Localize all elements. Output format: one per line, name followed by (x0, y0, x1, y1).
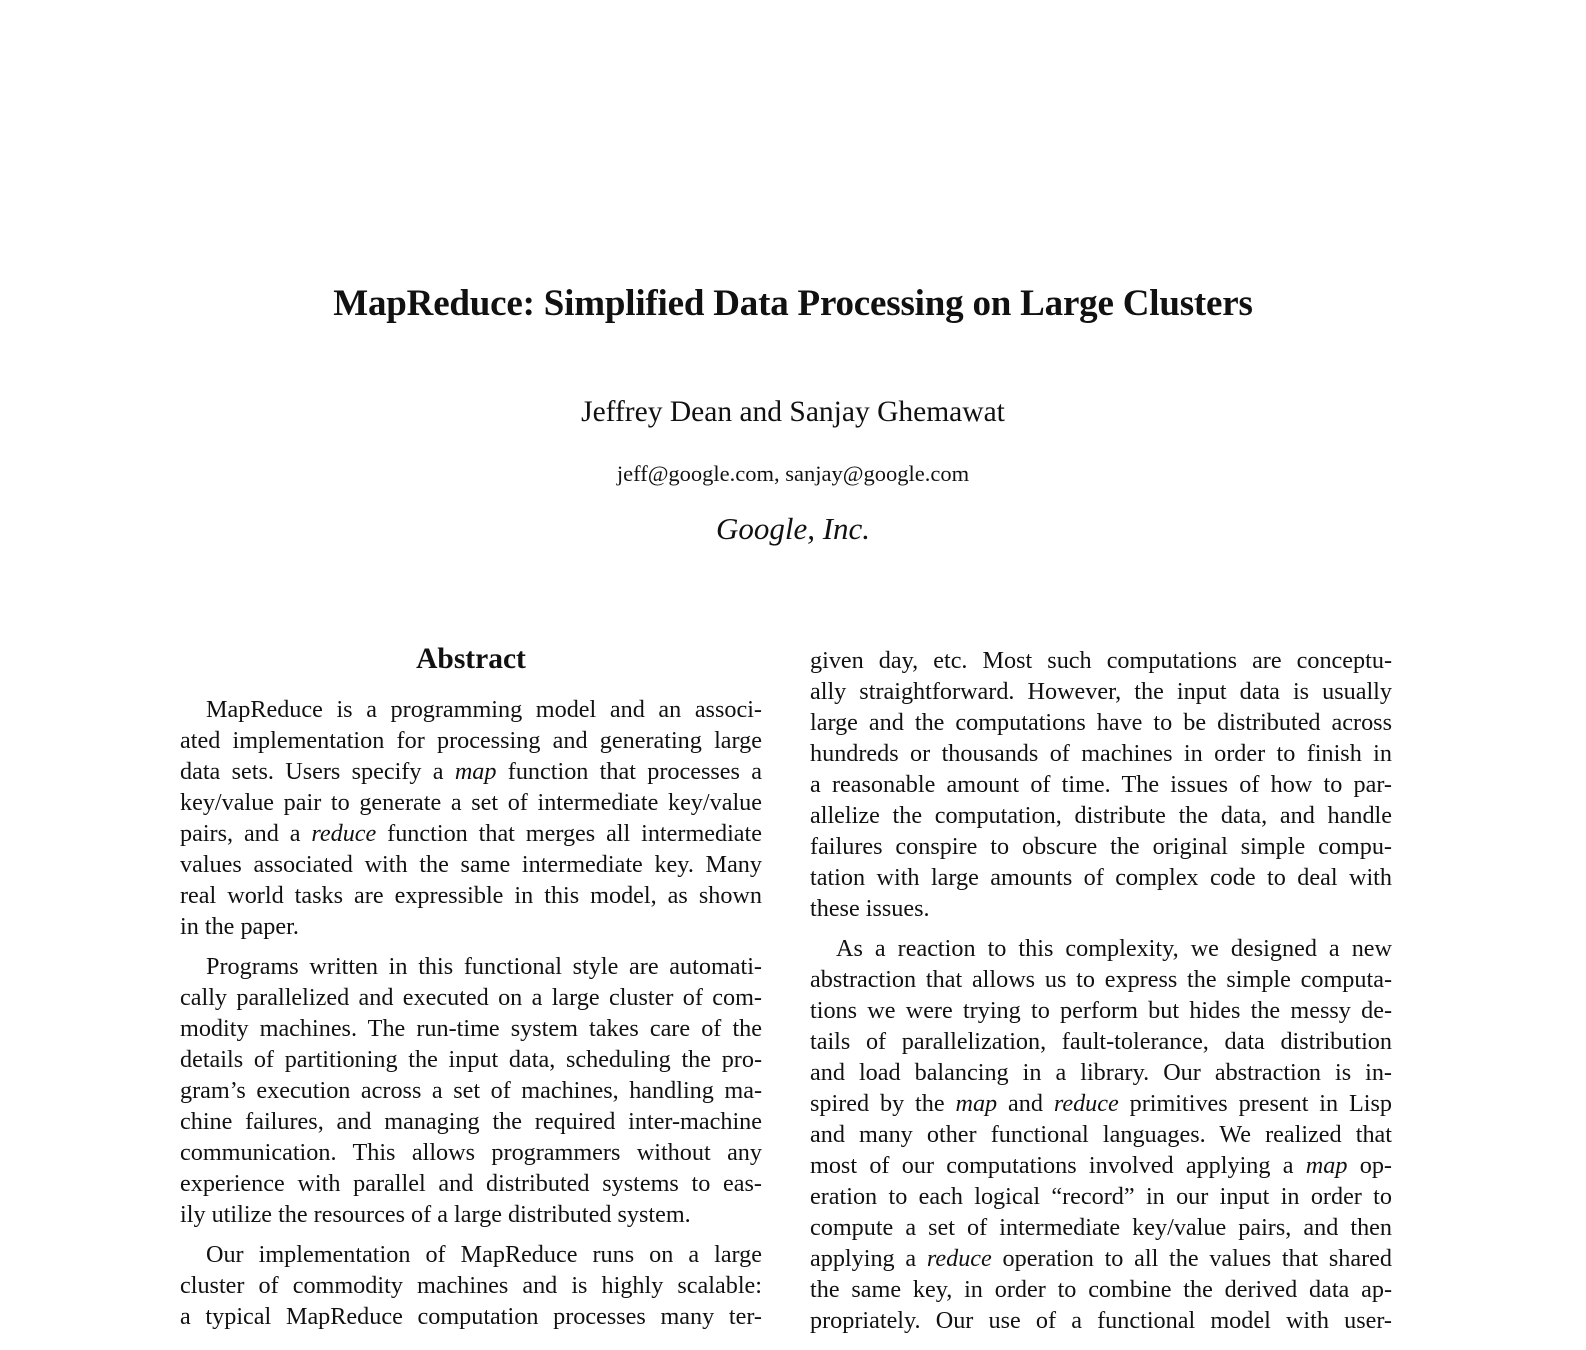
abstract-paragraph (180, 694, 762, 942)
text-line: tions we were trying to perform but hides the messy de- (810, 997, 1392, 1024)
abstract-paragraph (180, 1239, 762, 1332)
italic-term: map (454, 758, 497, 785)
author-emails: jeff@google.com, sanjay@google.com (616, 461, 970, 486)
italic-term: reduce (926, 1245, 992, 1272)
author-affiliation: Google, Inc. (715, 511, 871, 546)
text-line: cally parallelized and executed on a large cluster of com- (180, 984, 762, 1011)
text-line: Our implementation of MapReduce runs on a large (206, 1241, 762, 1268)
right-column (810, 645, 1392, 1345)
text-line: failures conspire to obscure the original simple compu- (810, 833, 1392, 860)
text-line: tails of parallelization, fault-tolerance, data distribution (810, 1028, 1392, 1055)
text-line: modity machines. The run-time system takes care of the (180, 1015, 762, 1042)
body-paragraph (810, 933, 1392, 1336)
text-line: eration to each logical “record” in our input in order to (810, 1183, 1392, 1210)
text-line: data sets. Users specify a map function that processes a (180, 758, 762, 785)
text-line: the same key, in order to combine the derived data ap- (810, 1276, 1392, 1303)
text-line: tation with large amounts of complex code to deal with (810, 864, 1392, 891)
text-line: experience with parallel and distributed systems to eas- (180, 1170, 762, 1197)
italic-term: reduce (311, 820, 377, 847)
body-paragraph (810, 645, 1392, 924)
text-line: ally straightforward. However, the input data is usually (810, 678, 1392, 705)
text-line: abstraction that allows us to express the simple computa- (810, 966, 1392, 993)
text-line: communication. This allows programmers without any (180, 1139, 762, 1166)
abstract-paragraph (180, 951, 762, 1230)
text-line: these issues. (810, 895, 930, 922)
paper-authors: Jeffrey Dean and Sanjay Ghemawat (581, 396, 1005, 428)
text-line: given day, etc. Most such computations are conceptu- (810, 647, 1392, 674)
text-line: MapReduce is a programming model and an associ- (206, 696, 762, 723)
abstract-heading: Abstract (416, 643, 526, 675)
left-column (180, 640, 762, 1341)
text-line: gram’s execution across a set of machines, handling ma- (180, 1077, 762, 1104)
text-line: compute a set of intermediate key/value pairs, and then (810, 1214, 1392, 1241)
italic-term: reduce (1053, 1090, 1119, 1117)
text-line: cluster of commodity machines and is highly scalable: (180, 1272, 762, 1299)
text-line: hundreds or thousands of machines in order to finish in (810, 740, 1392, 767)
text-line: most of our computations involved applying a map op- (810, 1152, 1392, 1179)
italic-term: map (1305, 1152, 1348, 1179)
text-line: and load balancing in a library. Our abstraction is in- (810, 1059, 1392, 1086)
text-line: As a reaction to this complexity, we designed a new (836, 935, 1392, 962)
text-line: a typical MapReduce computation processes many ter- (180, 1303, 762, 1330)
paper-title: MapReduce: Simplified Data Processing on Large Clusters (333, 283, 1253, 324)
text-line: pairs, and a reduce function that merges all intermediate (180, 820, 762, 847)
text-line: spired by the map and reduce primitives present in Lisp (810, 1090, 1392, 1117)
text-line: chine failures, and managing the required inter-machine (180, 1108, 762, 1135)
text-line: propriately. Our use of a functional model with user- (810, 1307, 1392, 1334)
text-line: a reasonable amount of time. The issues of how to par- (810, 771, 1392, 798)
text-line: and many other functional languages. We realized that (810, 1121, 1392, 1148)
text-line: values associated with the same intermediate key. Many (180, 851, 762, 878)
text-line: key/value pair to generate a set of intermediate key/value (180, 789, 762, 816)
text-line: details of partitioning the input data, scheduling the pro- (180, 1046, 762, 1073)
text-line: large and the computations have to be distributed across (810, 709, 1392, 736)
text-line: ated implementation for processing and generating large (180, 727, 762, 754)
text-line: in the paper. (180, 913, 299, 940)
text-line: real world tasks are expressible in this model, as shown (180, 882, 762, 909)
italic-term: map (955, 1090, 998, 1117)
text-line: allelize the computation, distribute the data, and handle (810, 802, 1392, 829)
text-line: Programs written in this functional style are automati- (206, 953, 762, 980)
text-line: applying a reduce operation to all the values that shared (810, 1245, 1392, 1272)
text-line: ily utilize the resources of a large distributed system. (180, 1201, 691, 1228)
